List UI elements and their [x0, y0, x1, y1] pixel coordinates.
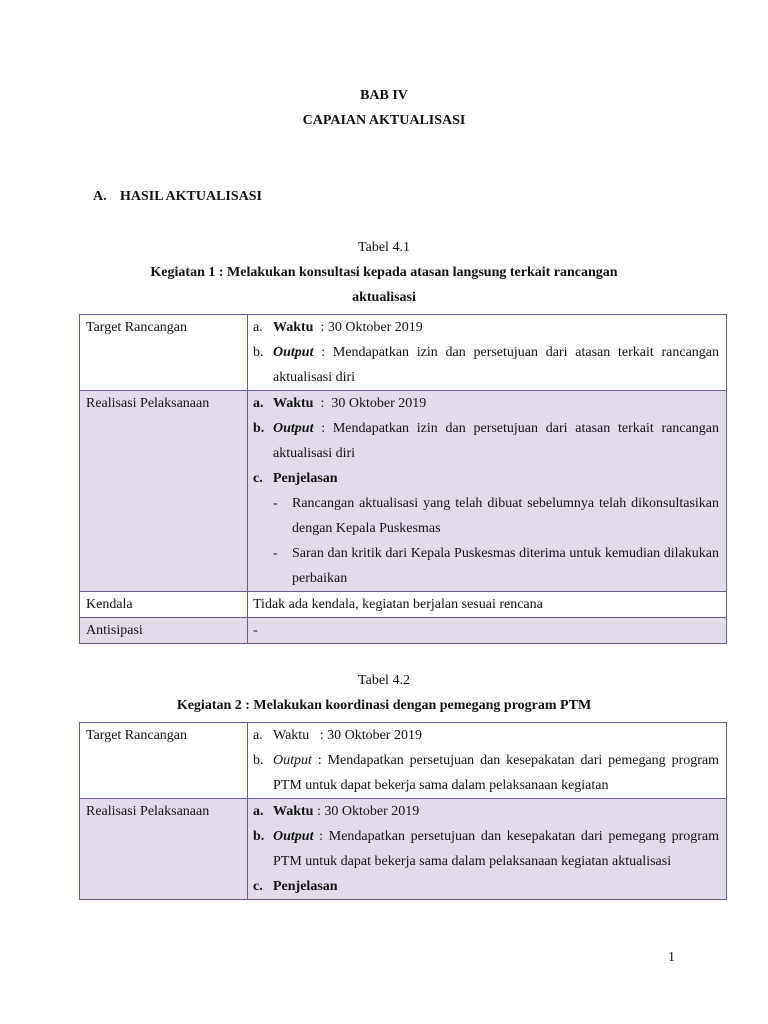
item-marker: b.	[253, 345, 264, 360]
chapter-heading: BAB IV	[360, 88, 408, 103]
row-value	[248, 799, 727, 900]
row-label: Antisipasi	[80, 618, 248, 644]
table1-caption-title: Kegiatan 1 : Melakukan konsultasi kepada atasan langsung terkait rancangan	[150, 265, 618, 280]
penjelasan-label: Penjelasan	[273, 879, 338, 894]
list-item	[253, 748, 719, 798]
output-label: Output	[273, 345, 314, 360]
bullet-item	[253, 491, 719, 541]
waktu-label: Waktu	[273, 320, 314, 335]
table2-row-realisasi	[80, 799, 727, 900]
table2-caption-number: Tabel 4.2	[358, 673, 410, 688]
list-item	[253, 466, 719, 491]
bullet-marker: -	[273, 546, 278, 561]
output-value: : Mendapatkan persetujuan dan kesepakatan dari pemegang program PTM untuk dapat bekerja sama dalam pelaksanaan kegiatan	[273, 753, 719, 793]
waktu-value: : 30 Oktober 2019	[313, 804, 420, 819]
row-label: Target Rancangan	[80, 723, 248, 799]
item-marker: c.	[253, 879, 263, 894]
penjelasan-label: Penjelasan	[273, 471, 338, 486]
output-label: Output	[273, 421, 314, 436]
item-marker: a.	[253, 320, 263, 335]
list-item	[253, 824, 719, 874]
output-label: Output	[273, 829, 314, 844]
table2	[79, 722, 727, 900]
row-value	[248, 391, 727, 592]
item-marker: b.	[253, 753, 264, 768]
table1-caption-number: Tabel 4.1	[358, 240, 410, 255]
waktu-label: Waktu	[273, 728, 310, 743]
row-value	[248, 315, 727, 391]
list-item	[253, 315, 719, 340]
output-value: : Mendapatkan persetujuan dan kesepakatan dari pemegang program PTM untuk dapat bekerja sama dalam pelaksanaan kegiatan aktualisasi	[273, 829, 719, 869]
list-item	[253, 799, 719, 824]
section-label: A.	[93, 189, 107, 204]
waktu-value: : 30 Oktober 2019	[313, 396, 427, 411]
table1	[79, 314, 727, 644]
bullet-text: Saran dan kritik dari Kepala Puskesmas diterima untuk kemudian dilakukan perbaikan	[292, 546, 719, 586]
output-label: Output	[273, 753, 312, 768]
section-title: HASIL AKTUALISASI	[120, 189, 263, 204]
chapter-title: CAPAIAN AKTUALISASI	[302, 113, 466, 128]
waktu-value: : 30 Oktober 2019	[313, 320, 423, 335]
list-item	[253, 391, 719, 416]
list-item	[253, 874, 719, 899]
section-heading	[93, 189, 262, 205]
table1-row-realisasi	[80, 391, 727, 592]
bullet-marker: -	[273, 496, 278, 511]
item-marker: b.	[253, 421, 265, 436]
item-marker: a.	[253, 804, 264, 819]
item-marker: a.	[253, 728, 263, 743]
list-item	[253, 723, 719, 748]
list-item	[253, 416, 719, 466]
table2-caption-title: Kegiatan 2 : Melakukan koordinasi dengan pemegang program PTM	[176, 698, 592, 713]
bullet-text: Rancangan aktualisasi yang telah dibuat sebelumnya telah dikonsultasikan dengan Kepala Puskesmas	[292, 496, 719, 536]
row-label: Target Rancangan	[80, 315, 248, 391]
row-value	[248, 723, 727, 799]
row-label: Realisasi Pelaksanaan	[80, 391, 248, 592]
item-marker: a.	[253, 396, 264, 411]
page-number: 1	[668, 950, 675, 965]
row-label: Kendala	[80, 592, 248, 618]
item-marker: c.	[253, 471, 263, 486]
output-value: : Mendapatkan izin dan persetujuan dari atasan terkait rancangan aktualisasi diri	[273, 345, 719, 385]
row-value: -	[248, 618, 727, 644]
table2-row-target	[80, 723, 727, 799]
table1-row-target	[80, 315, 727, 391]
item-marker: b.	[253, 829, 265, 844]
waktu-value: : 30 Oktober 2019	[309, 728, 422, 743]
list-item	[253, 340, 719, 390]
bullet-item	[253, 541, 719, 591]
waktu-label: Waktu	[273, 396, 314, 411]
output-value: : Mendapatkan izin dan persetujuan dari atasan terkait rancangan aktualisasi diri	[273, 421, 719, 461]
row-label: Realisasi Pelaksanaan	[80, 799, 248, 900]
table1-row-antisipasi	[80, 618, 727, 644]
table1-caption-title-cont: aktualisasi	[352, 290, 416, 305]
row-value: Tidak ada kendala, kegiatan berjalan sesuai rencana	[248, 592, 727, 618]
table1-row-kendala	[80, 592, 727, 618]
waktu-label: Waktu	[273, 804, 314, 819]
